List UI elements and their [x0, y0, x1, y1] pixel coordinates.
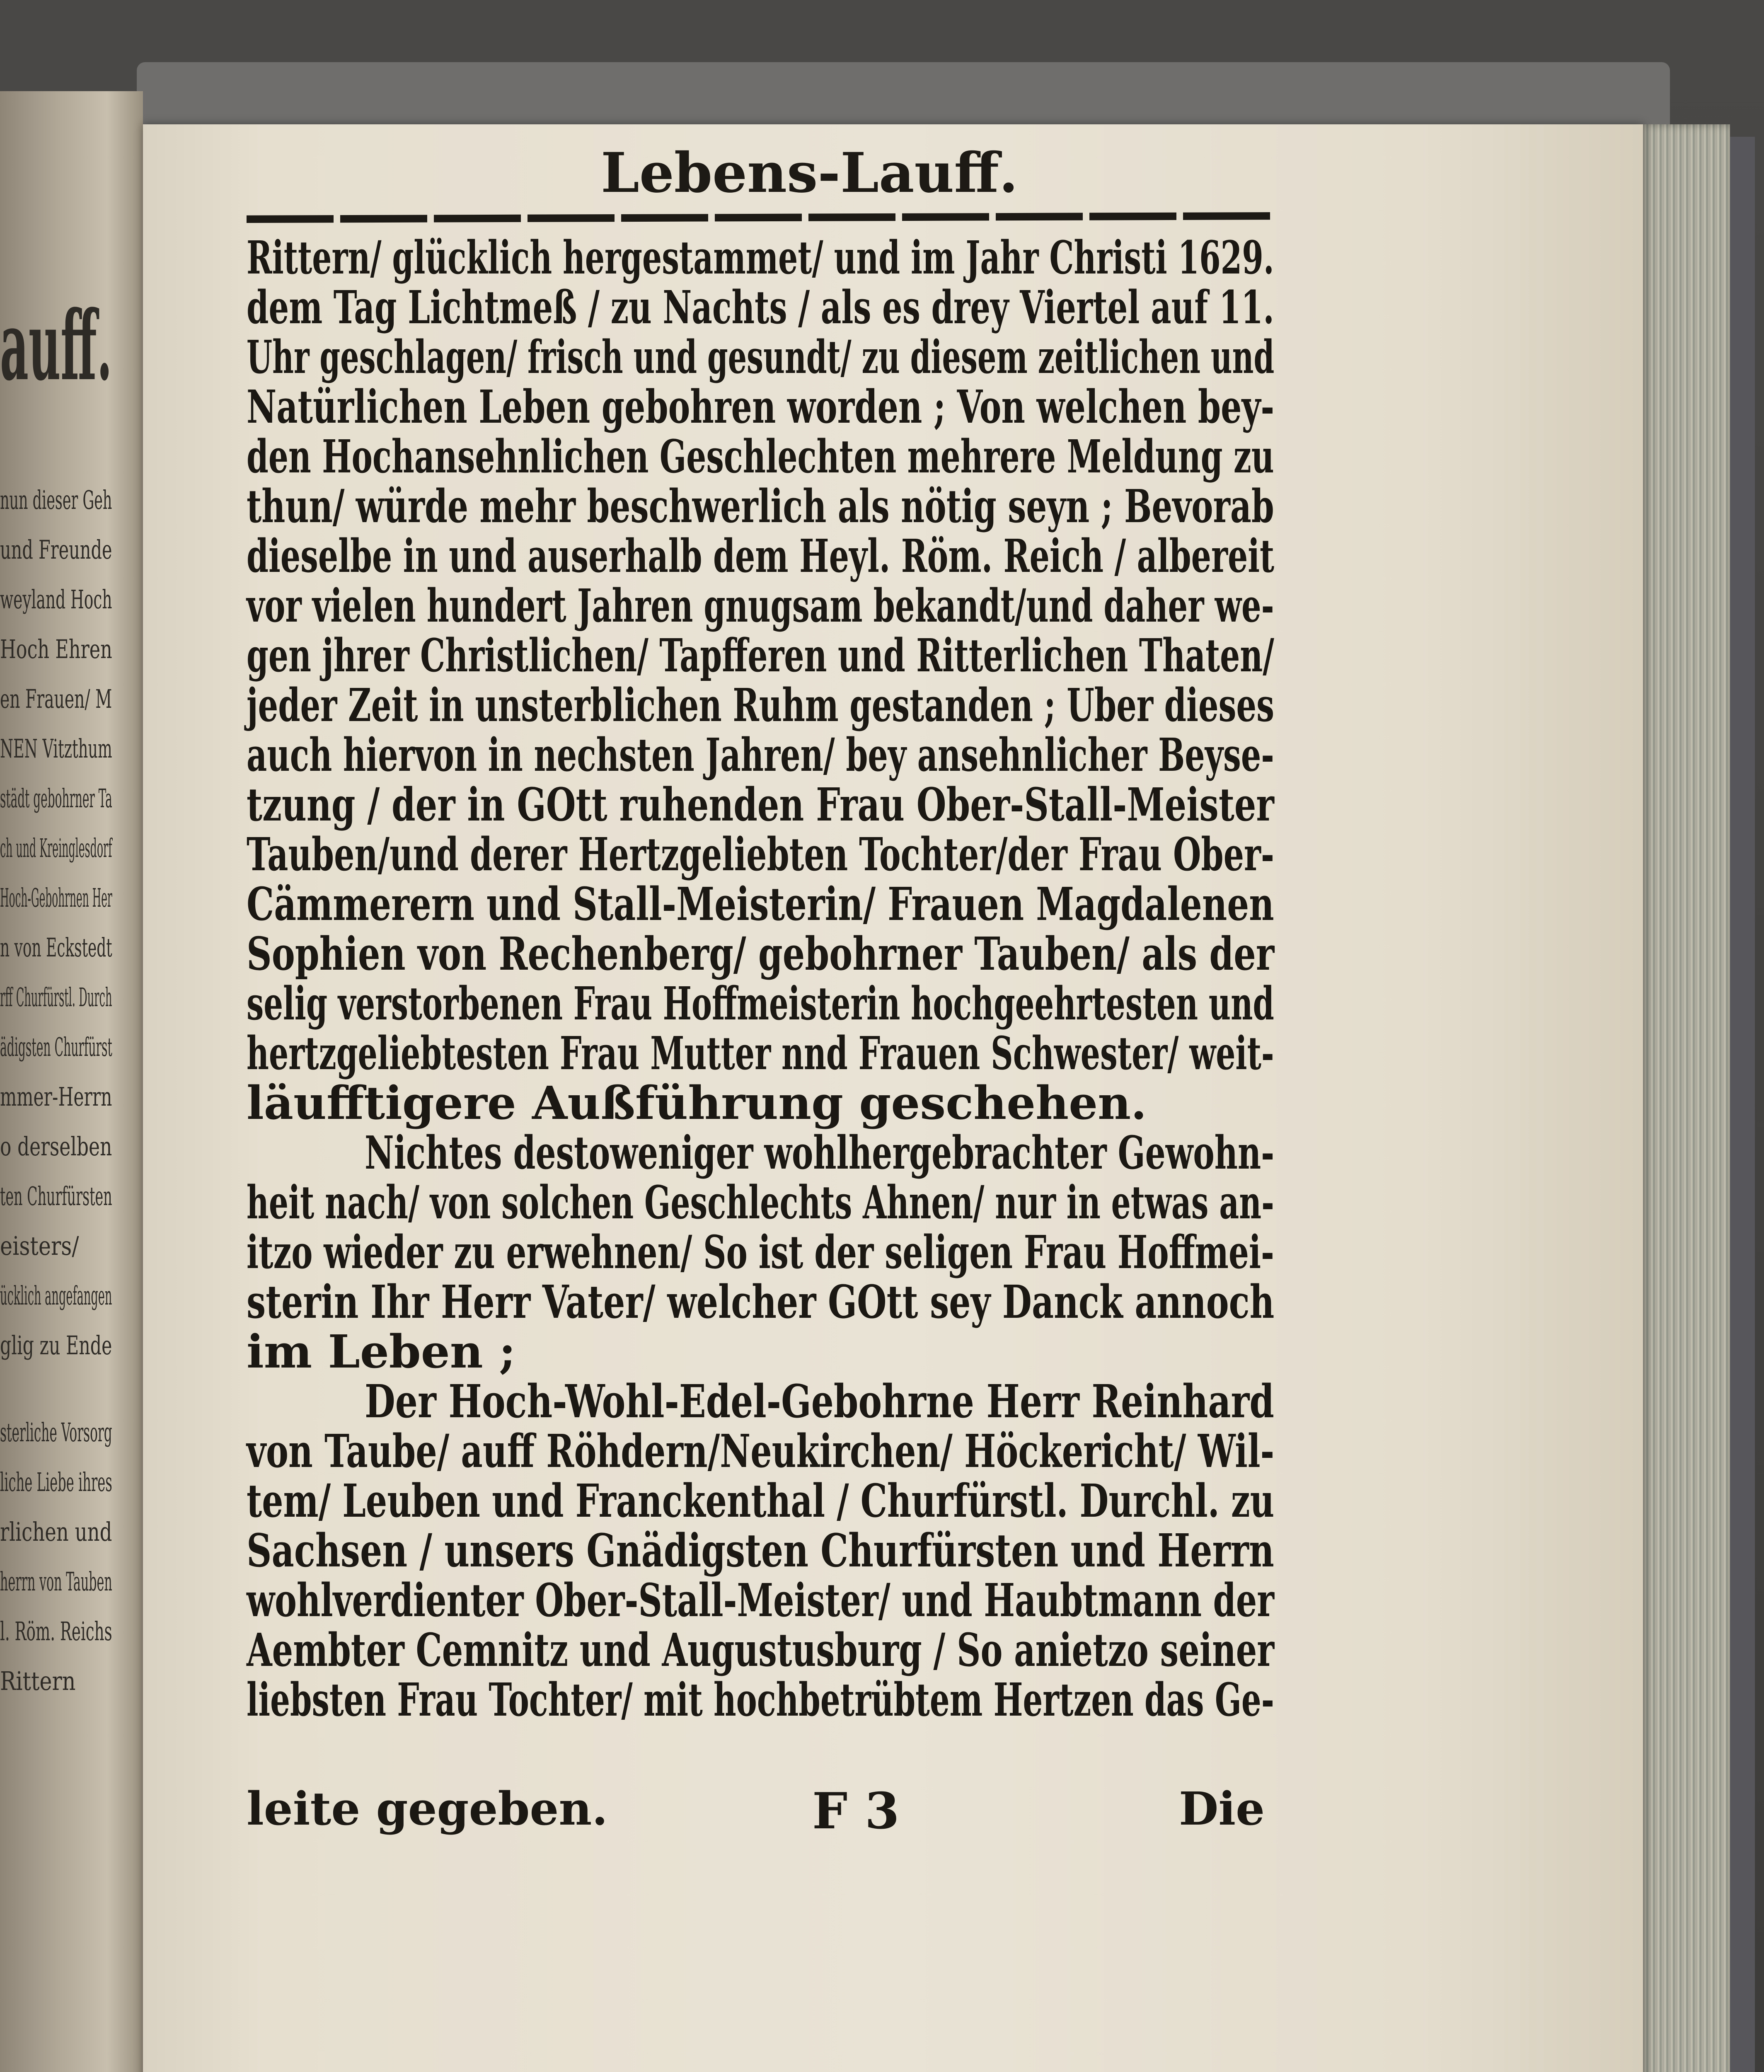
left-page-fragment: herrn von Tauben [0, 1566, 112, 1597]
left-page-fragment: ädigsten Churfürst [0, 1032, 112, 1062]
left-page-fragment: Hoch-Gebohrnen Her [0, 883, 112, 913]
left-page-fragment: rff Churfürstl. Durch [0, 982, 112, 1012]
left-page-fragment: Hoch Ehren [0, 634, 112, 664]
left-page-fragment: eisters/ [0, 1231, 79, 1261]
text-line: Cämmerern und Stall-Meisterin/ Frauen Magdalenen [247, 877, 1274, 931]
left-page-fragment: glig zu Ende [0, 1330, 112, 1360]
text-line: im Leben ; [247, 1325, 516, 1378]
left-page-fragment: l. Röm. Reichs [0, 1616, 112, 1646]
signature-mark: F 3 [812, 1782, 900, 1840]
text-line: thun/ würde mehr beschwerlich als nötig seyn ; Bevorab [247, 479, 1274, 533]
text-line: gen jhrer Christlichen/ Tapfferen und Ritterlichen Thaten/ [247, 629, 1274, 682]
text-line: von Taube/ auff Röhdern/Neukirchen/ Höckericht/ Wil- [247, 1424, 1275, 1478]
left-page-fragment: ch und Kreinglesdorf [0, 833, 112, 863]
text-line: selig verstorbenen Frau Hoffmeisterin hochgeehrtesten und [247, 977, 1274, 1030]
text-line: Aembter Cemnitz und Augustusburg / So anietzo seiner [247, 1623, 1275, 1677]
left-page-fragment: NEN Vitzthum [0, 733, 112, 764]
left-page-fragment: weyland Hoch [0, 584, 112, 615]
text-line: vor vielen hundert Jahren gnugsam bekandt/und daher we- [247, 579, 1274, 632]
text-line: tem/ Leuben und Franckenthal / Churfürstl. Durchl. zu [247, 1474, 1275, 1527]
text-line: dieselbe in und auserhalb dem Heyl. Röm. Reich / albereit [247, 529, 1275, 583]
text-line: Sophien von Rechenberg/ gebohrner Tauben/ als der [247, 927, 1275, 980]
text-line: tzung / der in GOtt ruhenden Frau Ober-Stall-Meister [247, 778, 1274, 831]
left-page-fragment: o derselben [0, 1131, 112, 1162]
left-page-fragment: rlichen und [0, 1517, 112, 1547]
text-line: heit nach/ von solchen Geschlechts Ahnen/ nur in etwas an- [247, 1176, 1274, 1229]
left-page-fragment: en Frauen/ M [0, 684, 112, 714]
text-line: den Hochansehnlichen Geschlechten mehrere Meldung zu [247, 430, 1274, 483]
text-line: Natürlichen Leben gebohren worden ; Von welchen bey- [247, 380, 1275, 433]
left-page-fragment: liche Liebe ihres [0, 1467, 112, 1497]
left-page-fragment: Rittern [0, 1666, 76, 1696]
text-line: itzo wieder zu erwehnen/ So ist der seligen Frau Hoffmei- [247, 1225, 1274, 1279]
text-line: Sachsen / unsers Gnädigsten Churfürsten und Herrn [247, 1524, 1274, 1577]
left-page-fragment: auff. [0, 290, 112, 402]
catchword: Die [1179, 1782, 1265, 1835]
left-page-fragment: n von Eckstedt [0, 932, 112, 963]
text-line: jeder Zeit in unsterblichen Ruhm gestanden ; Uber dieses [247, 678, 1275, 732]
left-page-fragment: und Freunde [0, 535, 112, 565]
left-page-edge [0, 91, 143, 2072]
running-head: Lebens-Lauff. [601, 141, 1018, 205]
text-line: Der Hoch-Wohl-Edel-Gebohrne Herr Reinhard [365, 1375, 1274, 1428]
text-line: Uhr geschlagen/ frisch und gesundt/ zu diesem zeitlichen und [247, 330, 1275, 384]
text-line: Tauben/und derer Hertzgeliebten Tochter/der Frau Ober- [247, 828, 1275, 881]
left-page-fragment: nun dieser Geh [0, 485, 112, 515]
left-page-fragment: ücklich angefangen [0, 1280, 112, 1311]
text-line: läufftigere Außführung geschehen. [247, 1076, 1147, 1130]
text-line: Rittern/ glücklich hergestammet/ und im Jahr Christi 1629. [247, 231, 1274, 284]
text-line: sterin Ihr Herr Vater/ welcher GOtt sey Danck annoch [247, 1275, 1275, 1329]
page-edges [1643, 124, 1730, 2072]
text-line: Nichtes destoweniger wohlhergebrachter Gewohn- [365, 1126, 1275, 1179]
text-line: dem Tag Lichtmeß / zu Nachts / als es drey Viertel auf 11. [247, 281, 1274, 334]
text-line: auch hiervon in nechsten Jahren/ bey ansehnlicher Beyse- [247, 728, 1274, 782]
left-page-fragment: städt gebohrner Ta [0, 783, 112, 813]
text-line: wohlverdienter Ober-Stall-Meister/ und Haubtmann der [247, 1573, 1274, 1627]
left-page-fragment: sterliche Vorsorg [0, 1417, 112, 1447]
book-cover-edge [1730, 137, 1755, 2072]
text-line: hertzgeliebtesten Frau Mutter nnd Frauen Schwester/ weit- [247, 1026, 1274, 1080]
left-page-fragment: mmer-Herrn [0, 1082, 112, 1112]
left-page-fragment: ten Churfürsten [0, 1181, 112, 1211]
last-line: leite gegeben. [247, 1782, 608, 1835]
text-line: liebsten Frau Tochter/ mit hochbetrübtem Hertzen das Ge- [247, 1673, 1274, 1726]
